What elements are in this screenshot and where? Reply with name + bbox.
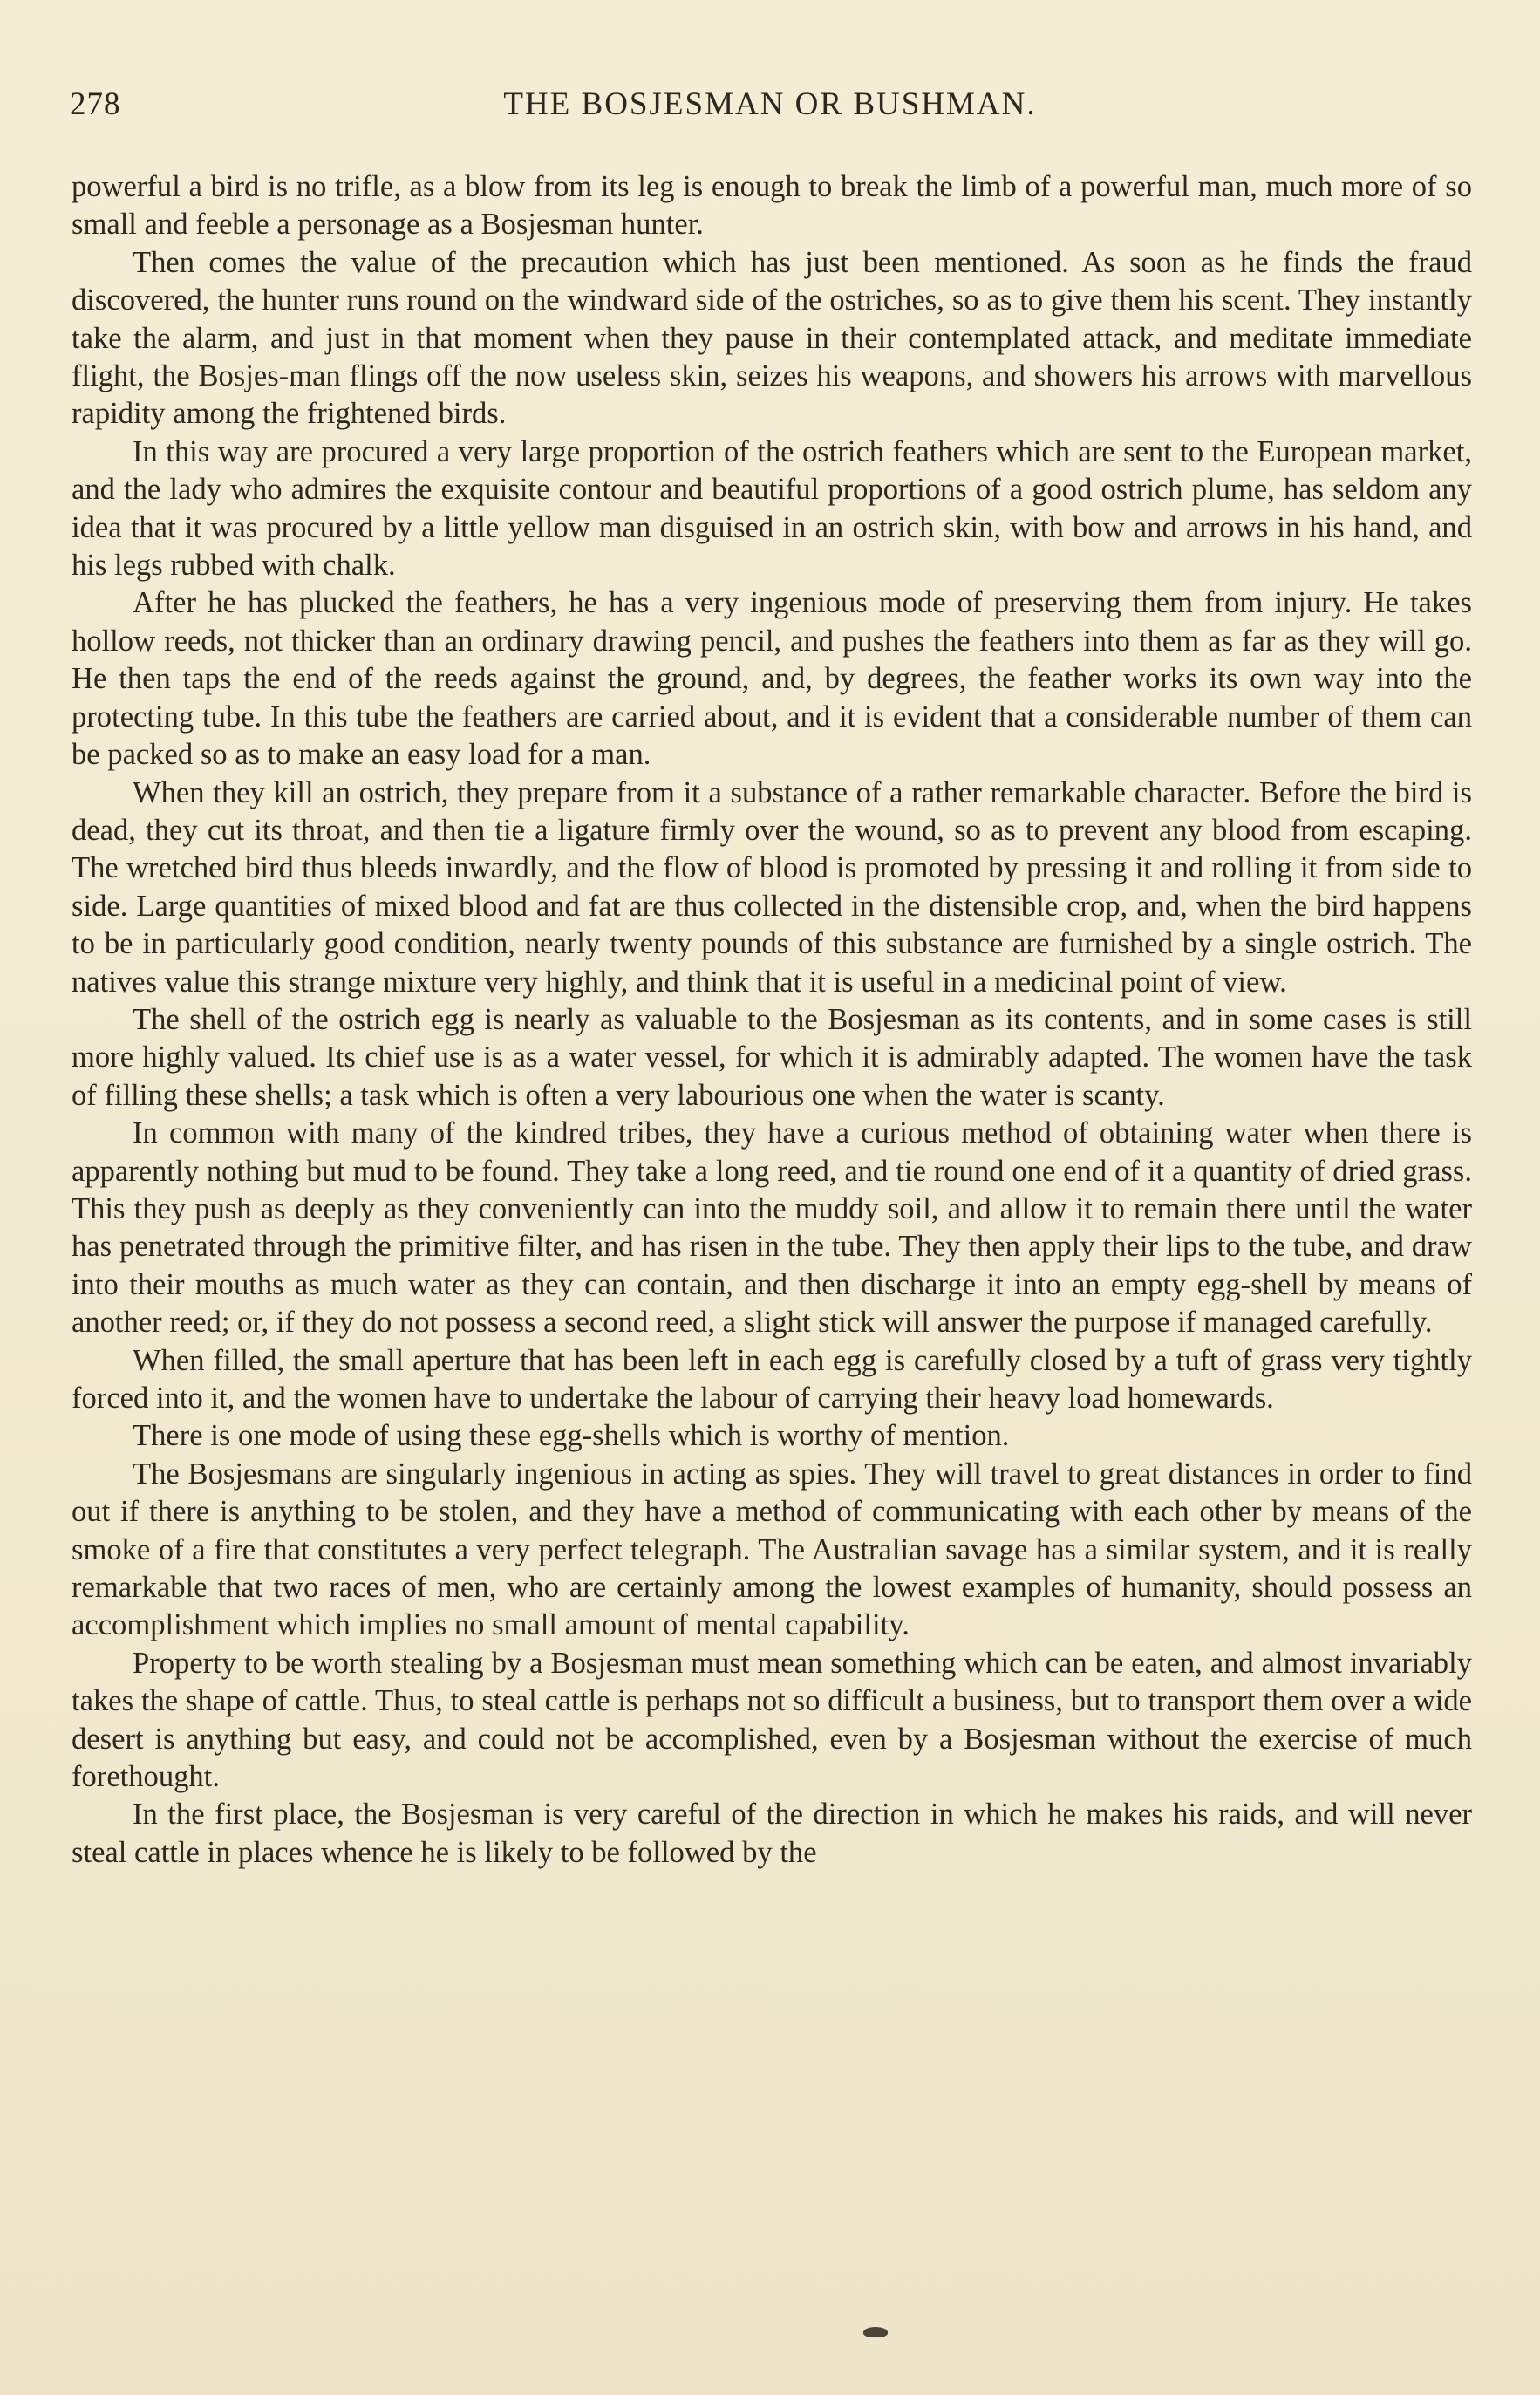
paragraph: After he has plucked the feathers, he has a very ingenious mode of preserving them from injury. He takes hollow reeds, not thicker than an ordinary drawing pencil, and pushes the feathers into them as far as they will go. He then taps the end of the reeds against the ground, and, by degrees, the feather works its own way into the protecting tube. In this tube the feathers are carried about, and it is evident that a considerable number of them can be packed so as to make an easy load for a man. <box>72 586 1472 772</box>
paragraph: powerful a bird is no trifle, as a blow from its leg is enough to break the limb of a powerful man, much more of so small and feeble a personage as a Bosjesman hunter. <box>72 170 1472 242</box>
paragraph: There is one mode of using these egg-shells which is worthy of mention. <box>133 1419 1010 1453</box>
paragraph: When they kill an ostrich, they prepare from it a substance of a rather remarkable character. Before the bird is dead, they cut its throat, and then tie a ligature firmly over the wound, so as to prevent any blood from escaping. The wretched bird thus bleeds inwardly, and the flow of blood is promoted by pressing it and rolling it from side to side. Large quantities of mixed blood and fat are thus collected in the distensible crop, and, when the bird happens to be in particularly good condition, nearly twenty pounds of this substance are furnished by a single ostrich. The natives value this strange mixture very highly, and think that it is useful in a medicinal point of view. <box>72 775 1472 999</box>
paragraph: In common with many of the kindred tribes, they have a curious method of obtaining water when there is apparently nothing but mud to be found. They take a long reed, and tie round one end of it a quantity of dried grass. This they push as deeply as they conveniently can into the muddy soil, and allow it to remain there until the water has penetrated through the primitive filter, and has risen in the tube. They then apply their lips to the tube, and draw into their mouths as much water as they can contain, and then discharge it into an empty egg-shell by means of another reed; or, if they do not possess a second reed, a slight stick will answer the purpose if managed carefully. <box>72 1116 1472 1340</box>
paragraph: The Bosjesmans are singularly ingenious in acting as spies. They will travel to great distances in order to find out if there is anything to be stolen, and they have a method of communicating with each other by means of the smoke of a fire that constitutes a very perfect telegraph. The Australian savage has a similar system, and it is really remarkable that two races of men, who are certainly among the lowest examples of humanity, should possess an accomplishment which implies no small amount of mental capability. <box>72 1457 1472 1642</box>
paragraph: The shell of the ostrich egg is nearly as valuable to the Bosjesman as its contents, and in some cases is still more highly valued. Its chief use is as a water vessel, for which it is admirably adapted. The women have the task of filling these shells; a task which is often a very labourious one when the water is scanty. <box>72 1002 1472 1112</box>
running-head: THE BOSJESMAN OR BUSHMAN. <box>503 86 1037 122</box>
paragraph: Property to be worth stealing by a Bosjesman must mean something which can be eaten, and almost invariably takes the shape of cattle. Thus, to steal cattle is perhaps not so difficult a business, but to transport them over a wide desert is anything but easy, and could not be accomplished, even by a Bosjesman without the exercise of much forethought. <box>72 1646 1472 1794</box>
printer-mark <box>863 2327 888 2337</box>
body-text <box>72 168 1472 1872</box>
page-header <box>70 85 1470 131</box>
paragraph: In the first place, the Bosjesman is very careful of the direction in which he makes his raids, and will never steal cattle in places whence he is likely to be followed by the <box>72 1798 1472 1869</box>
page-number: 278 <box>70 86 121 122</box>
paragraph: In this way are procured a very large proportion of the ostrich feathers which are sent to the European market, and the lady who admires the exquisite contour and beautiful proportions of a good ostrich plume, has seldom any idea that it was procured by a little yellow man disguised in an ostrich skin, with bow and arrows in his hand, and his legs rubbed with chalk. <box>72 434 1472 583</box>
paragraph: Then comes the value of the precaution which has just been mentioned. As soon as he finds the fraud discovered, the hunter runs round on the windward side of the ostriches, so as to give them his scent. They instantly take the alarm, and just in that moment when they pause in their contemplated attack, and meditate immediate flight, the Bosjes-man flings off the now useless skin, seizes his weapons, and showers his arrows with marvellous rapidity among the frightened birds. <box>72 245 1472 431</box>
paragraph: When filled, the small aperture that has been left in each egg is carefully closed by a tuft of grass very tightly forced into it, and the women have to undertake the labour of carrying their heavy load homewards. <box>72 1343 1472 1415</box>
